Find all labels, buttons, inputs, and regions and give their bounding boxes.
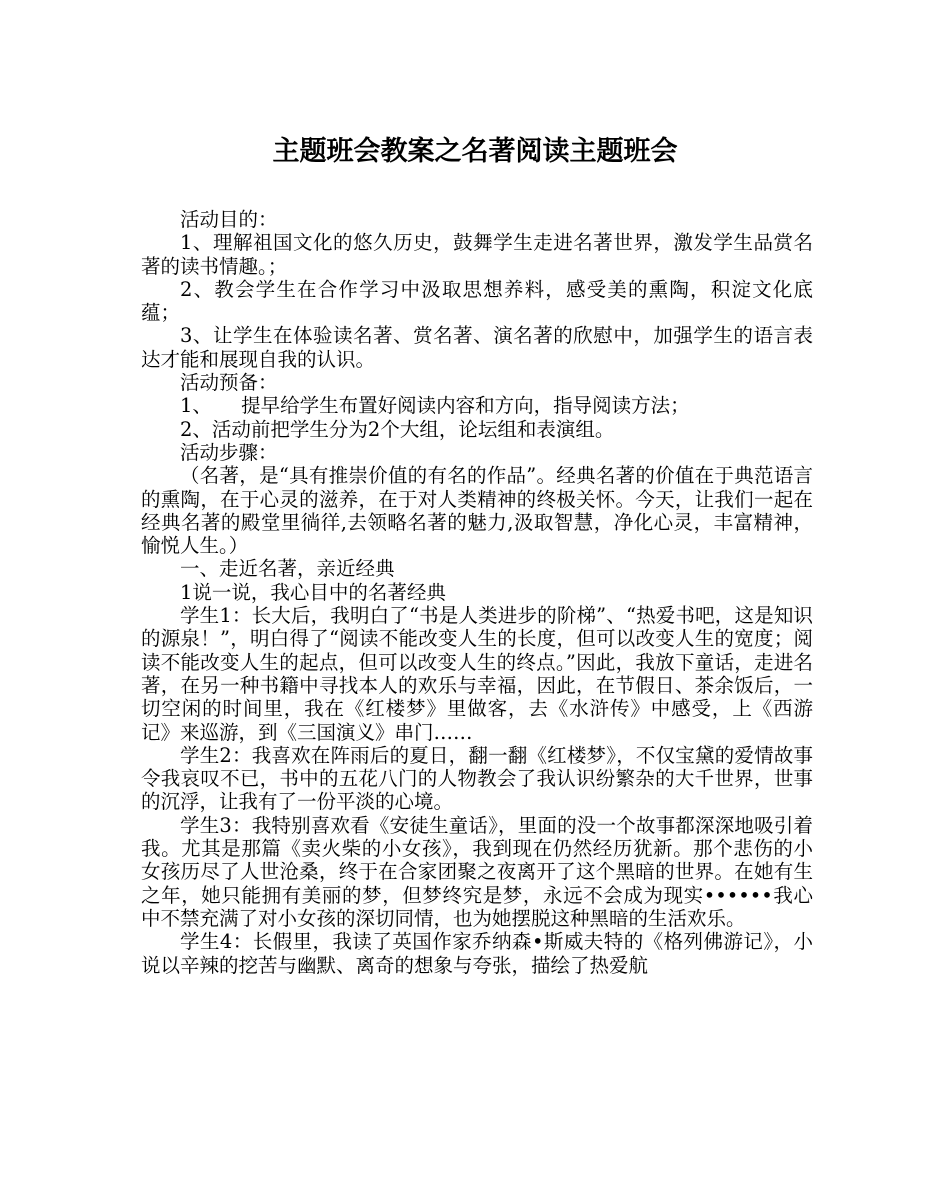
document-body [141,208,813,977]
goal-item-2: 2、教会学生在合作学习中汲取思想养料，感受美的熏陶，积淀文化底蕴； [141,277,813,325]
heading-activity-steps: 活动步骤： [180,440,278,464]
heading-activity-preparation: 活动预备： [180,371,278,395]
goal-item-1: 1、理解祖国文化的悠久历史，鼓舞学生走进名著世界，激发学生品赏名著的读书情趣。； [141,231,813,278]
intro-paragraph: （名著，是“具有推崇价值的有名的作品”。经典名著的价值在于典范语言的熏陶，在于心灵的滋养，在于对人类精神的终极关怀。今天，让我们一起在经典名著的殿堂里徜徉,去领略名著的魅力,汲取智慧，净化心灵，丰富精神，愉悦人生。） [141,464,813,558]
document-title: 主题班会教案之名著阅读主题班会 [272,136,678,167]
student-3-paragraph: 学生3：我特别喜欢看《安徒生童话》，里面的没一个故事都深深地吸引着我。尤其是那篇《卖火柴的小女孩》，我到现在仍然经历犹新。那个悲伤的小女孩历尽了人世沧桑，终于在合家团聚之夜离开了这个黑暗的世界。在她有生之年，她只能拥有美丽的梦，但梦终究是梦，永远不会成为现实••••••我心中不禁充满了对小女孩的深切同情，也为她摆脱这种黑暗的生活欢乐。 [141,813,813,930]
student-2-paragraph: 学生2：我喜欢在阵雨后的夏日，翻一翻《红楼梦》，不仅宝黛的爱情故事令我哀叹不已，书中的五花八门的人物教会了我认识纷繁杂的大千世界，世事的沉浮，让我有了一份平淡的心境。 [141,743,813,814]
student-1-paragraph: 学生1：长大后，我明白了“书是人类进步的阶梯”、“热爱书吧，这是知识的源泉！”，明白得了“阅读不能改变人生的长度，但可以改变人生的宽度；阅读不能改变人生的起点，但可以改变人生的终点。”因此，我放下童话，走进名著，在另一种书籍中寻找本人的欢乐与幸福，因此，在节假日、茶余饭后，一切空闲的时间里，我在《红楼梦》里做客，去《水浒传》中感受，上《西游记》来巡游，到《三国演义》串门…… [141,604,813,744]
student-4-paragraph: 学生4：长假里，我读了英国作家乔纳森•斯威夫特的《格列佛游记》，小说以辛辣的挖苦与幽默、离奇的想象与夸张，描绘了热爱航 [141,930,813,977]
section-heading-1: 一、走近名著，亲近经典 [180,557,395,581]
preparation-item-2: 2、活动前把学生分为2个大组，论坛组和表演组。 [180,417,615,441]
goal-item-3: 3、让学生在体验读名著、赏名著、演名著的欣慰中，加强学生的语言表达才能和展现自我的认识。 [141,324,813,371]
subsection-heading-1: 1说一说，我心目中的名著经典 [180,580,446,604]
preparation-item-1: 1、 提早给学生布置好阅读内容和方向，指导阅读方法； [180,394,690,418]
heading-activity-goal: 活动目的： [180,208,278,231]
